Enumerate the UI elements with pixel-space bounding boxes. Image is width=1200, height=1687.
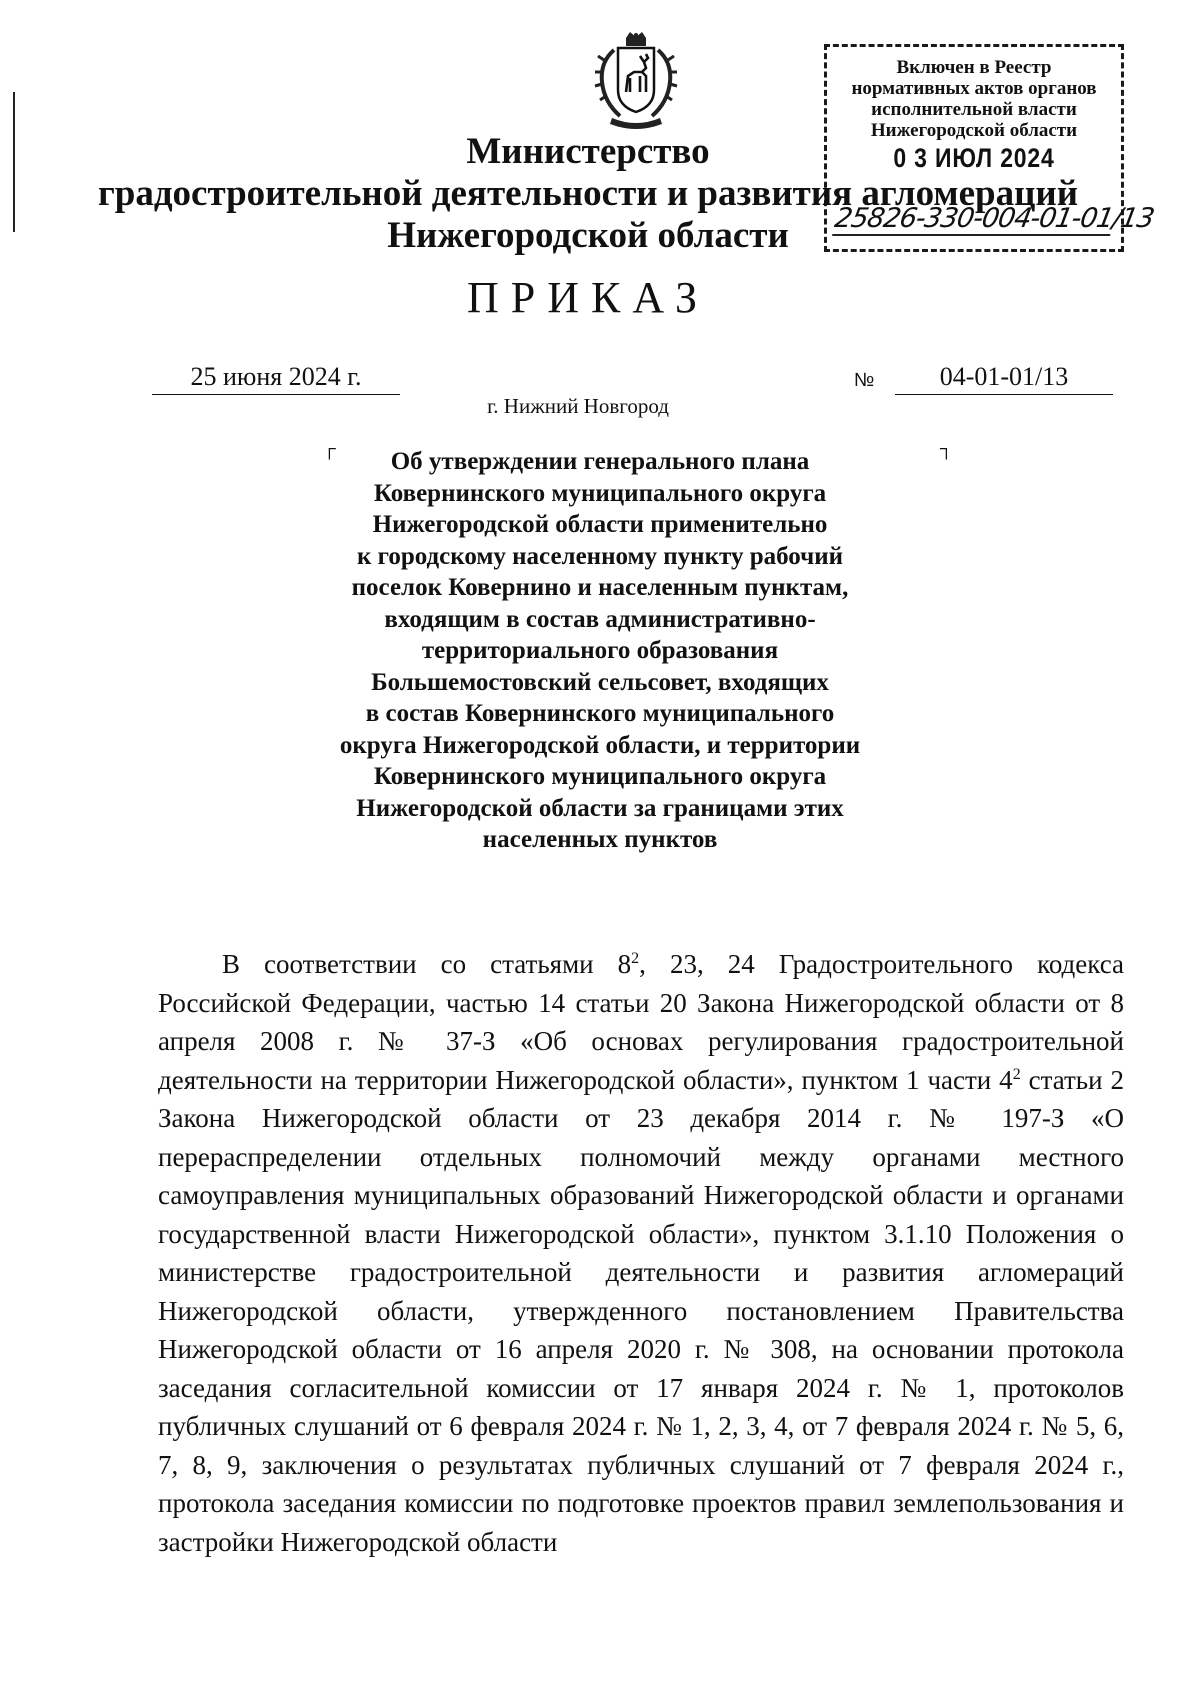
subject-line: населенных пунктов	[482, 826, 718, 853]
subject-line: Ковернинского муниципального округа	[373, 479, 827, 507]
order-number-label: №	[854, 370, 875, 391]
document-type-title: ПРИКАЗ	[466, 273, 710, 322]
corner-mark-left: ┌	[323, 438, 336, 458]
subject-line: Нижегородской области применительно	[372, 511, 828, 538]
subject-line: Большемостовский сельсовет, входящих	[371, 668, 829, 696]
body-text-part-2: , 23, 24 Градостроительного кодекса Российской Федерации, частью 14 статьи 20 Закона Нижегородской области от 8 апреля 2008 г. № 37-З «Об основах регулирования градостроительной деятельности на территории Нижегородской области», пунктом 1 части 4	[158, 949, 1124, 1095]
order-subject	[270, 446, 930, 856]
subject-line: входящим в состав административно-	[384, 605, 816, 633]
subject-line: в состав Ковернинского муниципального	[365, 700, 835, 727]
order-city: г. Нижний Новгород	[487, 394, 669, 418]
ministry-name-line-1: Министерство	[466, 131, 710, 172]
stamp-line-2: нормативных актов органов	[851, 78, 1097, 99]
coat-of-arms-icon	[590, 32, 682, 132]
stamp-line-4: Нижегородской области	[870, 120, 1078, 141]
stamp-line-1: Включен в Реестр	[896, 57, 1052, 78]
subject-line: поселок Ковернино и населенным пунктам,	[351, 574, 849, 601]
ministry-name-line-2: градостроительной деятельности и развития агломераций	[97, 173, 1079, 214]
subject-line: Ковернинского муниципального округа	[373, 763, 827, 790]
stamp-line-3: исполнительной власти	[871, 99, 1077, 120]
body-paragraph	[158, 945, 1124, 1561]
subject-line: территориального образования	[421, 637, 779, 664]
ministry-name-line-3: Нижегородской области	[387, 215, 789, 256]
subject-line: Нижегородской области за границами этих	[356, 794, 844, 822]
subject-line: к городскому населенному пункту рабочий	[356, 542, 844, 570]
body-superscript-1: 2	[631, 950, 640, 967]
subject-line: Об утверждении генерального плана	[390, 448, 810, 475]
subject-line: округа Нижегородской области, и территории	[339, 731, 861, 759]
body-text-part-1: В соответствии со статьями 8	[222, 949, 632, 979]
body-superscript-2: 2	[1012, 1065, 1021, 1083]
corner-mark-right: ┐	[940, 438, 953, 458]
order-date: 25 июня 2024 г.	[152, 360, 400, 395]
body-text-part-3: статьи 2 Закона Нижегородской области от 23 декабря 2014 г. № 197-З «О перераспределении отдельных полномочий между органами местного самоуправления муниципальных образований Нижегородской области и органами государственной власти Нижегородской области», пунктом 3.1.10 Положения о министерстве градостроительной деятельности и развития агломераций Нижегородской области, утвержденного постановлением Правительства Нижегородской области от 16 апреля 2020 г. № 308, на основании протокола заседания согласительной комиссии от 17 января 2024 г. № 1, протоколов публичных слушаний от 6 февраля 2024 г. № 1, 2, 3, 4, от 7 февраля 2024 г. № 5, 6, 7, 8, 9, заключения о результатах публичных слушаний от 7 февраля 2024 г., протокола заседания комиссии по подготовке проектов правил землепользования и застройки Нижегородской области	[158, 1064, 1124, 1557]
stamp-registration-number: 25826-330-004-01-01/13	[832, 203, 1157, 234]
order-number: 04-01-01/13	[895, 360, 1113, 395]
stamp-date: 0 3 ИЮЛ 2024	[893, 143, 1055, 173]
